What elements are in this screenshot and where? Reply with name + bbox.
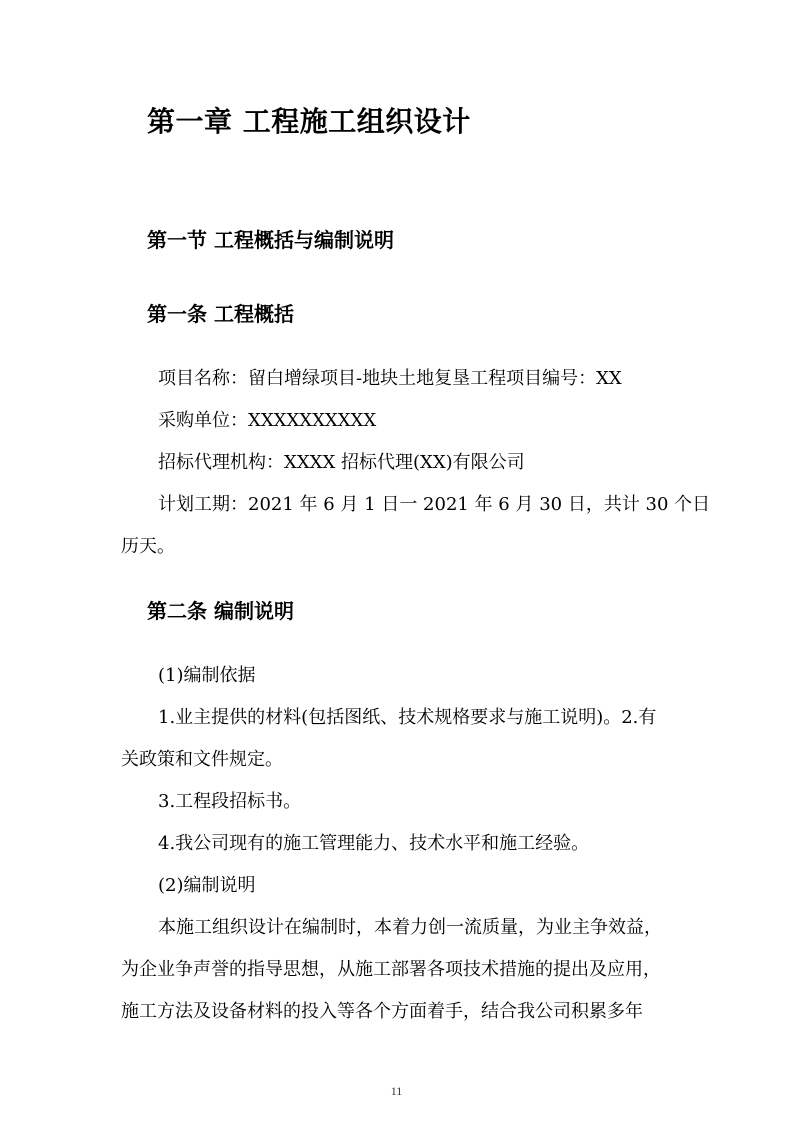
explanation-paragraph-line-3: 施工方法及设备材料的投入等各个方面着手，结合我公司积累多年 bbox=[121, 1001, 643, 1022]
explanation-paragraph-line-1: 本施工组织设计在编制时，本着力创一流质量，为业主争效益， bbox=[158, 917, 662, 938]
schedule-line: 计划工期：2021 年 6 月 1 日一 2021 年 6 月 30 日，共计 30 个日 bbox=[158, 494, 711, 515]
agency-line: 招标代理机构：XXXX 招标代理(XX)有限公司 bbox=[158, 452, 525, 473]
section-title: 第一节 工程概括与编制说明 bbox=[147, 228, 394, 252]
explanation-paragraph-line-2: 为企业争声誉的指导思想，从施工部署各项技术措施的提出及应用， bbox=[121, 959, 661, 980]
article-title-2: 第二条 编制说明 bbox=[147, 599, 294, 623]
purchaser-line: 采购单位：XXXXXXXXXX bbox=[158, 410, 377, 431]
schedule-line-continued: 历天。 bbox=[121, 536, 175, 557]
basis-item-3: 3.工程段招标书。 bbox=[158, 791, 302, 812]
basis-item-1: 1.业主提供的材料(包括图纸、技术规格要求与施工说明)。2.有 bbox=[158, 707, 657, 728]
article-title-1: 第一条 工程概括 bbox=[147, 302, 294, 326]
page-number: 11 bbox=[390, 1084, 403, 1098]
basis-item-4: 4.我公司现有的施工管理能力、技术水平和施工经验。 bbox=[158, 833, 590, 854]
basis-item-1-continued: 关政策和文件规定。 bbox=[121, 749, 283, 770]
project-name-line: 项目名称：留白增绿项目-地块土地复垦工程项目编号：XX bbox=[158, 368, 622, 389]
basis-heading: (1)编制依据 bbox=[158, 665, 256, 686]
explanation-heading: (2)编制说明 bbox=[158, 875, 256, 896]
chapter-title: 第一章 工程施工组织设计 bbox=[147, 105, 471, 138]
